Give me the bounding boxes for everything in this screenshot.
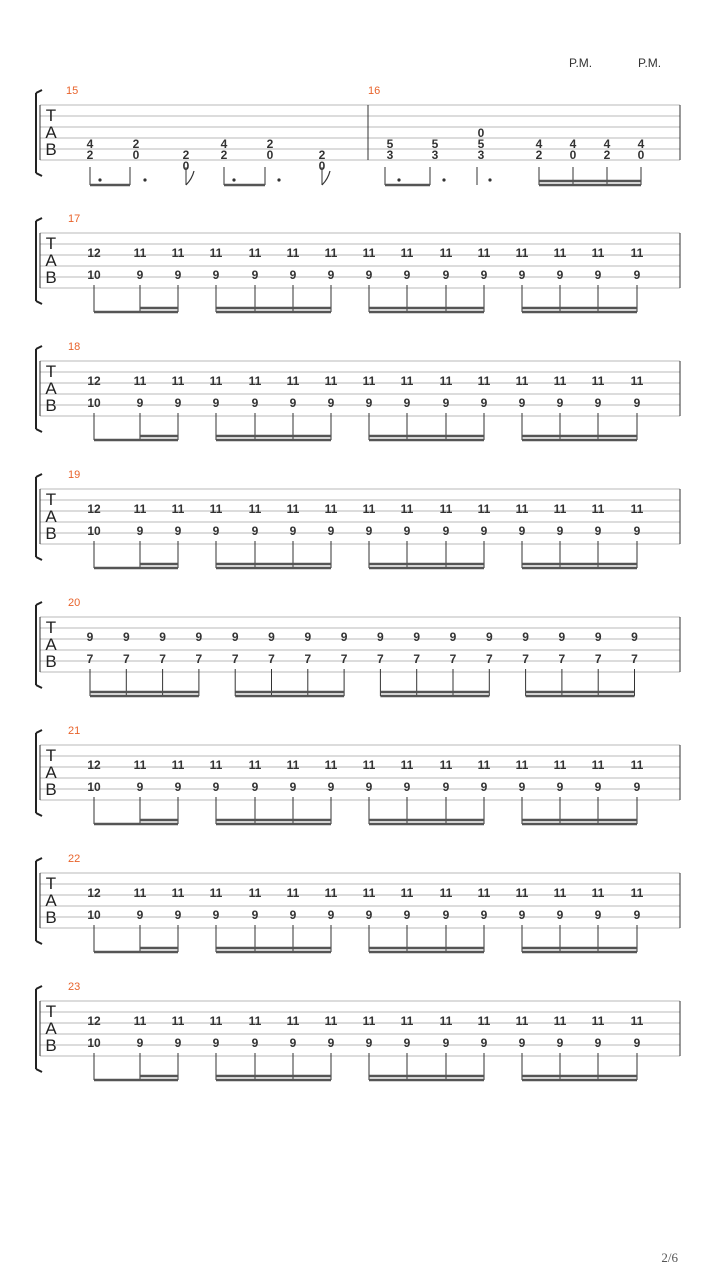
fret-number: 11 bbox=[630, 246, 644, 260]
tab-clef-letter: T bbox=[45, 362, 57, 381]
fret-number: 9 bbox=[174, 268, 182, 282]
fret-number: 9 bbox=[327, 1036, 335, 1050]
fret-number: 9 bbox=[365, 396, 373, 410]
fret-number: 11 bbox=[133, 502, 147, 516]
fret-number: 9 bbox=[556, 268, 564, 282]
pm-label-1: P.M. bbox=[569, 56, 593, 70]
fret-number: 7 bbox=[231, 652, 239, 666]
system-bracket bbox=[36, 730, 42, 816]
fret-number: 11 bbox=[400, 246, 414, 260]
measure-number: 21 bbox=[68, 725, 81, 737]
fret-number: 9 bbox=[212, 780, 220, 794]
fret-number: 9 bbox=[442, 396, 450, 410]
fret-number: 11 bbox=[400, 502, 414, 516]
tab-clef-letter: A bbox=[45, 1019, 57, 1038]
fret-number: 9 bbox=[442, 908, 450, 922]
tab-clef-letter: A bbox=[45, 379, 57, 398]
fret-number: 0 bbox=[132, 148, 140, 162]
fret-number: 5 bbox=[431, 137, 439, 151]
fret-number: 11 bbox=[591, 374, 605, 388]
fret-number: 12 bbox=[87, 758, 101, 772]
fret-number: 9 bbox=[518, 524, 526, 538]
fret-number: 7 bbox=[304, 652, 312, 666]
fret-number: 9 bbox=[633, 524, 641, 538]
measure-number: 18 bbox=[68, 341, 81, 353]
fret-number: 7 bbox=[159, 652, 166, 666]
fret-number: 11 bbox=[477, 502, 491, 516]
fret-number: 11 bbox=[324, 246, 338, 260]
dot bbox=[232, 178, 235, 181]
fret-number: 9 bbox=[212, 1036, 220, 1050]
fret-number: 9 bbox=[556, 524, 564, 538]
fret-number: 9 bbox=[365, 1036, 373, 1050]
fret-number: 11 bbox=[362, 1014, 376, 1028]
fret-number: 0 bbox=[318, 159, 326, 173]
fret-number: 9 bbox=[594, 780, 602, 794]
fret-number: 0 bbox=[569, 148, 577, 162]
fret-number: 9 bbox=[365, 524, 373, 538]
fret-number: 9 bbox=[556, 1036, 564, 1050]
dot bbox=[143, 178, 146, 181]
fret-number: 11 bbox=[324, 886, 338, 900]
fret-number: 9 bbox=[327, 524, 335, 538]
fret-number: 2 bbox=[266, 137, 274, 151]
fret-number: 11 bbox=[400, 758, 414, 772]
fret-number: 9 bbox=[403, 524, 411, 538]
tab-clef-letter: B bbox=[45, 524, 57, 543]
fret-number: 9 bbox=[485, 630, 493, 644]
fret-number: 11 bbox=[591, 502, 605, 516]
measure-number: 23 bbox=[68, 981, 81, 993]
note-flag bbox=[322, 171, 330, 185]
fret-number: 0 bbox=[477, 126, 485, 140]
fret-number: 9 bbox=[403, 780, 411, 794]
fret-number: 11 bbox=[362, 886, 376, 900]
dot bbox=[98, 178, 101, 181]
fret-number: 9 bbox=[413, 630, 421, 644]
fret-number: 4 bbox=[535, 137, 543, 151]
pm-label-2: P.M. bbox=[638, 56, 662, 70]
fret-number: 11 bbox=[591, 246, 605, 260]
fret-number: 11 bbox=[515, 374, 529, 388]
fret-number: 11 bbox=[515, 758, 529, 772]
tab-clef-letter: A bbox=[45, 123, 57, 142]
fret-number: 11 bbox=[477, 1014, 491, 1028]
fret-number: 9 bbox=[633, 908, 641, 922]
fret-number: 11 bbox=[362, 246, 376, 260]
tab-clef-letter: A bbox=[45, 507, 57, 526]
fret-number: 11 bbox=[171, 374, 185, 388]
fret-number: 11 bbox=[209, 374, 223, 388]
fret-number: 2 bbox=[318, 148, 326, 162]
fret-number: 9 bbox=[633, 780, 641, 794]
fret-number: 9 bbox=[365, 780, 373, 794]
fret-number: 2 bbox=[535, 148, 543, 162]
fret-number: 7 bbox=[485, 652, 493, 666]
fret-number: 9 bbox=[403, 396, 411, 410]
tab-clef-letter: T bbox=[45, 1002, 57, 1021]
fret-number: 9 bbox=[518, 268, 526, 282]
system-bracket bbox=[36, 218, 42, 304]
fret-number: 9 bbox=[403, 268, 411, 282]
fret-number: 11 bbox=[553, 502, 567, 516]
fret-number: 11 bbox=[439, 246, 453, 260]
fret-number: 3 bbox=[431, 148, 439, 162]
fret-number: 11 bbox=[248, 374, 262, 388]
fret-number: 11 bbox=[171, 502, 185, 516]
fret-number: 11 bbox=[400, 374, 414, 388]
fret-number: 9 bbox=[558, 630, 566, 644]
fret-number: 12 bbox=[87, 246, 101, 260]
fret-number: 11 bbox=[286, 246, 300, 260]
tab-clef-letter: T bbox=[45, 746, 57, 765]
fret-number: 11 bbox=[133, 758, 147, 772]
fret-number: 9 bbox=[212, 524, 220, 538]
fret-number: 11 bbox=[209, 886, 223, 900]
fret-number: 11 bbox=[248, 886, 262, 900]
fret-number: 9 bbox=[522, 630, 529, 644]
fret-number: 11 bbox=[439, 502, 453, 516]
fret-number: 9 bbox=[327, 908, 335, 922]
fret-number: 5 bbox=[386, 137, 394, 151]
fret-number: 10 bbox=[87, 396, 101, 410]
system-bracket bbox=[36, 90, 42, 176]
fret-number: 11 bbox=[248, 246, 262, 260]
fret-number: 10 bbox=[87, 524, 101, 538]
fret-number: 11 bbox=[439, 1014, 453, 1028]
tab-clef-letter: B bbox=[45, 652, 57, 671]
fret-number: 4 bbox=[86, 137, 94, 151]
fret-number: 9 bbox=[480, 524, 488, 538]
fret-number: 11 bbox=[248, 758, 262, 772]
fret-number: 9 bbox=[594, 396, 602, 410]
fret-number: 10 bbox=[87, 780, 101, 794]
fret-number: 9 bbox=[289, 396, 297, 410]
fret-number: 9 bbox=[594, 908, 602, 922]
system-bracket bbox=[36, 602, 42, 688]
fret-number: 9 bbox=[251, 268, 259, 282]
fret-number: 11 bbox=[477, 374, 491, 388]
tab-clef-letter: T bbox=[45, 618, 57, 637]
tab-clef-letter: A bbox=[45, 251, 57, 270]
fret-number: 2 bbox=[182, 148, 190, 162]
fret-number: 11 bbox=[400, 1014, 414, 1028]
fret-number: 7 bbox=[631, 652, 638, 666]
fret-number: 11 bbox=[630, 886, 644, 900]
dot bbox=[488, 178, 491, 181]
fret-number: 9 bbox=[631, 630, 638, 644]
fret-number: 11 bbox=[324, 374, 338, 388]
fret-number: 7 bbox=[268, 652, 275, 666]
fret-number: 9 bbox=[136, 1036, 144, 1050]
system-bracket bbox=[36, 986, 42, 1072]
fret-number: 12 bbox=[87, 502, 101, 516]
fret-number: 4 bbox=[603, 137, 611, 151]
fret-number: 11 bbox=[324, 502, 338, 516]
fret-number: 7 bbox=[340, 652, 348, 666]
tab-clef-letter: A bbox=[45, 635, 57, 654]
fret-number: 9 bbox=[174, 1036, 182, 1050]
fret-number: 9 bbox=[480, 1036, 488, 1050]
tab-clef-letter: B bbox=[45, 908, 57, 927]
fret-number: 2 bbox=[603, 148, 611, 162]
fret-number: 9 bbox=[212, 396, 220, 410]
fret-number: 7 bbox=[195, 652, 203, 666]
fret-number: 9 bbox=[480, 780, 488, 794]
fret-number: 11 bbox=[286, 374, 300, 388]
fret-number: 9 bbox=[518, 908, 526, 922]
fret-number: 9 bbox=[289, 1036, 297, 1050]
fret-number: 11 bbox=[171, 758, 185, 772]
fret-number: 11 bbox=[209, 246, 223, 260]
fret-number: 11 bbox=[133, 246, 147, 260]
fret-number: 7 bbox=[558, 652, 566, 666]
fret-number: 9 bbox=[136, 908, 144, 922]
fret-number: 9 bbox=[174, 524, 182, 538]
fret-number: 11 bbox=[209, 758, 223, 772]
fret-number: 9 bbox=[327, 396, 335, 410]
tab-clef-letter: A bbox=[45, 763, 57, 782]
fret-number: 12 bbox=[87, 1014, 101, 1028]
fret-number: 2 bbox=[86, 148, 94, 162]
measure-number: 15 bbox=[66, 85, 79, 97]
fret-number: 9 bbox=[289, 780, 297, 794]
fret-number: 9 bbox=[449, 630, 457, 644]
fret-number: 11 bbox=[324, 1014, 338, 1028]
fret-number: 4 bbox=[569, 137, 577, 151]
system-bracket bbox=[36, 346, 42, 432]
fret-number: 10 bbox=[87, 1036, 101, 1050]
fret-number: 9 bbox=[174, 780, 182, 794]
fret-number: 7 bbox=[594, 652, 602, 666]
fret-number: 9 bbox=[251, 524, 259, 538]
fret-number: 9 bbox=[289, 908, 297, 922]
fret-number: 9 bbox=[212, 268, 220, 282]
dot bbox=[277, 178, 280, 181]
fret-number: 7 bbox=[377, 652, 384, 666]
fret-number: 11 bbox=[209, 502, 223, 516]
fret-number: 9 bbox=[377, 630, 384, 644]
tab-clef-letter: A bbox=[45, 891, 57, 910]
fret-number: 11 bbox=[171, 886, 185, 900]
fret-number: 0 bbox=[182, 159, 190, 173]
fret-number: 11 bbox=[553, 374, 567, 388]
fret-number: 9 bbox=[556, 780, 564, 794]
fret-number: 11 bbox=[248, 1014, 262, 1028]
fret-number: 11 bbox=[630, 758, 644, 772]
fret-number: 11 bbox=[171, 1014, 185, 1028]
fret-number: 11 bbox=[477, 758, 491, 772]
fret-number: 11 bbox=[286, 758, 300, 772]
fret-number: 9 bbox=[633, 268, 641, 282]
system-bracket bbox=[36, 474, 42, 560]
fret-number: 9 bbox=[518, 396, 526, 410]
fret-number: 9 bbox=[340, 630, 348, 644]
fret-number: 10 bbox=[87, 268, 101, 282]
fret-number: 11 bbox=[515, 886, 529, 900]
tab-clef-letter: B bbox=[45, 1036, 57, 1055]
tab-clef-letter: T bbox=[45, 874, 57, 893]
fret-number: 9 bbox=[442, 1036, 450, 1050]
fret-number: 4 bbox=[220, 137, 228, 151]
fret-number: 11 bbox=[439, 886, 453, 900]
fret-number: 9 bbox=[442, 780, 450, 794]
fret-number: 11 bbox=[133, 374, 147, 388]
fret-number: 12 bbox=[87, 886, 101, 900]
fret-number: 5 bbox=[477, 137, 485, 151]
fret-number: 9 bbox=[212, 908, 220, 922]
fret-number: 9 bbox=[251, 780, 259, 794]
fret-number: 9 bbox=[633, 396, 641, 410]
fret-number: 11 bbox=[553, 1014, 567, 1028]
fret-number: 9 bbox=[122, 630, 130, 644]
fret-number: 7 bbox=[86, 652, 94, 666]
fret-number: 11 bbox=[439, 374, 453, 388]
fret-number: 9 bbox=[86, 630, 94, 644]
fret-number: 11 bbox=[591, 886, 605, 900]
note-flag bbox=[186, 171, 194, 185]
fret-number: 9 bbox=[251, 396, 259, 410]
fret-number: 7 bbox=[122, 652, 130, 666]
fret-number: 9 bbox=[289, 524, 297, 538]
fret-number: 11 bbox=[362, 374, 376, 388]
fret-number: 9 bbox=[556, 908, 564, 922]
tab-clef-letter: T bbox=[45, 490, 57, 509]
fret-number: 9 bbox=[403, 908, 411, 922]
fret-number: 9 bbox=[159, 630, 166, 644]
system-bracket bbox=[36, 858, 42, 944]
fret-number: 11 bbox=[248, 502, 262, 516]
fret-number: 9 bbox=[365, 268, 373, 282]
fret-number: 11 bbox=[591, 758, 605, 772]
measure-number: 17 bbox=[68, 213, 81, 225]
fret-number: 9 bbox=[289, 268, 297, 282]
fret-number: 11 bbox=[362, 758, 376, 772]
fret-number: 11 bbox=[553, 246, 567, 260]
fret-number: 11 bbox=[477, 886, 491, 900]
fret-number: 9 bbox=[327, 780, 335, 794]
fret-number: 9 bbox=[480, 396, 488, 410]
tab-clef-letter: B bbox=[45, 268, 57, 287]
fret-number: 9 bbox=[480, 268, 488, 282]
fret-number: 11 bbox=[515, 246, 529, 260]
fret-number: 11 bbox=[286, 1014, 300, 1028]
fret-number: 11 bbox=[630, 374, 644, 388]
measure-number: 16 bbox=[368, 85, 381, 97]
fret-number: 9 bbox=[174, 396, 182, 410]
fret-number: 11 bbox=[400, 886, 414, 900]
tab-clef-letter: T bbox=[45, 234, 57, 253]
fret-number: 11 bbox=[630, 502, 644, 516]
fret-number: 11 bbox=[133, 1014, 147, 1028]
fret-number: 9 bbox=[594, 524, 602, 538]
fret-number: 9 bbox=[251, 908, 259, 922]
fret-number: 11 bbox=[630, 1014, 644, 1028]
fret-number: 11 bbox=[286, 502, 300, 516]
fret-number: 9 bbox=[365, 908, 373, 922]
fret-number: 7 bbox=[413, 652, 421, 666]
tab-clef-letter: B bbox=[45, 780, 57, 799]
dot bbox=[442, 178, 445, 181]
fret-number: 11 bbox=[324, 758, 338, 772]
fret-number: 11 bbox=[515, 1014, 529, 1028]
fret-number: 7 bbox=[522, 652, 529, 666]
fret-number: 4 bbox=[637, 137, 645, 151]
fret-number: 7 bbox=[449, 652, 457, 666]
fret-number: 9 bbox=[136, 524, 144, 538]
fret-number: 9 bbox=[442, 268, 450, 282]
measure-number: 19 bbox=[68, 469, 81, 481]
fret-number: 11 bbox=[171, 246, 185, 260]
fret-number: 9 bbox=[195, 630, 203, 644]
measure-number: 20 bbox=[68, 597, 81, 609]
tab-clef-letter: B bbox=[45, 140, 57, 159]
fret-number: 9 bbox=[518, 1036, 526, 1050]
measure-number: 22 bbox=[68, 853, 81, 865]
fret-number: 9 bbox=[136, 268, 144, 282]
fret-number: 9 bbox=[556, 396, 564, 410]
fret-number: 0 bbox=[266, 148, 274, 162]
fret-number: 9 bbox=[251, 1036, 259, 1050]
fret-number: 11 bbox=[362, 502, 376, 516]
fret-number: 12 bbox=[87, 374, 101, 388]
fret-number: 9 bbox=[304, 630, 312, 644]
fret-number: 11 bbox=[515, 502, 529, 516]
fret-number: 11 bbox=[286, 886, 300, 900]
fret-number: 11 bbox=[133, 886, 147, 900]
fret-number: 3 bbox=[477, 148, 485, 162]
fret-number: 11 bbox=[209, 1014, 223, 1028]
fret-number: 9 bbox=[136, 396, 144, 410]
fret-number: 9 bbox=[480, 908, 488, 922]
tab-clef-letter: B bbox=[45, 396, 57, 415]
fret-number: 0 bbox=[637, 148, 645, 162]
fret-number: 2 bbox=[220, 148, 228, 162]
fret-number: 9 bbox=[594, 268, 602, 282]
fret-number: 11 bbox=[439, 758, 453, 772]
fret-number: 9 bbox=[403, 1036, 411, 1050]
fret-number: 11 bbox=[553, 886, 567, 900]
fret-number: 9 bbox=[174, 908, 182, 922]
fret-number: 9 bbox=[231, 630, 239, 644]
fret-number: 11 bbox=[477, 246, 491, 260]
fret-number: 9 bbox=[518, 780, 526, 794]
fret-number: 9 bbox=[136, 780, 144, 794]
fret-number: 10 bbox=[87, 908, 101, 922]
fret-number: 9 bbox=[594, 1036, 602, 1050]
fret-number: 2 bbox=[132, 137, 140, 151]
fret-number: 11 bbox=[553, 758, 567, 772]
fret-number: 9 bbox=[327, 268, 335, 282]
fret-number: 9 bbox=[268, 630, 275, 644]
page-number: 2/6 bbox=[661, 1250, 678, 1265]
tab-clef-letter: T bbox=[45, 106, 57, 125]
fret-number: 9 bbox=[633, 1036, 641, 1050]
fret-number: 9 bbox=[594, 630, 602, 644]
fret-number: 11 bbox=[591, 1014, 605, 1028]
fret-number: 9 bbox=[442, 524, 450, 538]
fret-number: 3 bbox=[386, 148, 394, 162]
dot bbox=[397, 178, 400, 181]
